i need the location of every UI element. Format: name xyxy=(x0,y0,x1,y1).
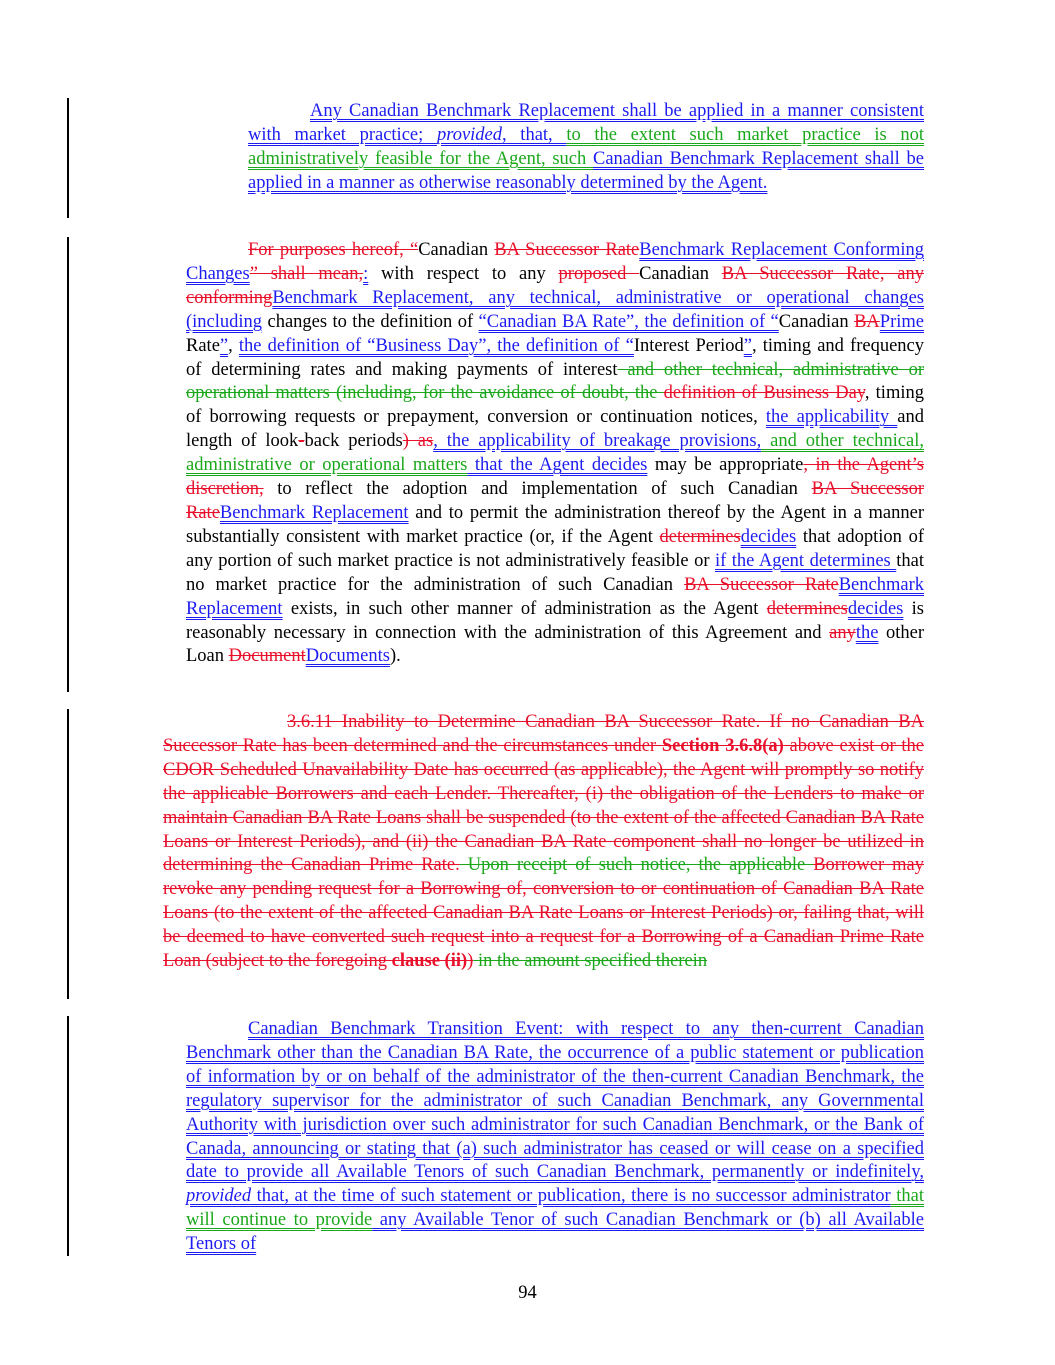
paragraph-transition-event: Canadian Benchmark Transition Event: with respect to any then-current Canadian Benchmark other than the Canadian BA Rate, the occurrence of a public statement or publication of information by or on behalf of the administrator of the then-current Canadian Benchmark, the regulatory supervisor for the administrator of such Canadian Benchmark, any Governmental Authority with jurisdiction over such administrator for such Canadian Benchmark, or the Bank of Canada, announcing or stating that (a) such administrator has ceased or will cease on a specified date to provide all Available Tenors of such Canadian Benchmark, permanently or indefinitely, provided that, at the time of such statement or publication, there is no successor administrator that will continue to provide any Available Tenor of such Canadian Benchmark or (b) all Available Tenors of xyxy=(186,1019,925,1255)
paragraph-conforming-changes: For purposes hereof, “Canadian BA Successor RateBenchmark Replacement Conforming Changes” shall mean,: with respect to any proposed Canadian BA Successor Rate, any conformingBenchmark Replacement, any technical, administrative or operational changes (including changes to the definition of “Canadian BA Rate”, the definition of “Canadian BAPrime Rate”, the definition of “Business Day”, the definition of “Interest Period”, timing and frequency of determining rates and making payments of interest and other technical, administrative or operational matters (including, for the avoidance of doubt, the definition of Business Day, timing of borrowing requests or prepayment, conversion or continuation notices, the applicability and length of look-back periods) as, the applicability of breakage provisions, and other technical, administrative or operational matters that the Agent decides may be appropriate, in the Agent’s discretion, to reflect the adoption and implementation of such Canadian BA Successor RateBenchmark Replacement and to permit the administration thereof by the Agent in a manner substantially consistent with market practice (or, if the Agent determinesdecides that adoption of any portion of such market practice is not administratively feasible or if the Agent determines that no market practice for the administration of such Canadian BA Successor RateBenchmark Replacement exists, in such other manner of administration as the Agent determinesdecides is reasonably necessary in connection with the administration of this Agreement and anythe other Loan DocumentDocuments). xyxy=(186,240,925,667)
paragraph-inability-to-determine: 3.6.11 Inability to Determine Canadian BA Successor Rate. If no Canadian BA Successor Rate has been determined and the circumstances under Section 3.6.8(a) above exist or the CDOR Scheduled Unavailability Date has occurred (as applicable), the Agent will promptly so notify the applicable Borrowers and each Lender. Thereafter, (i) the obligation of the Lenders to make or maintain Canadian BA Rate Loans shall be suspended (to the extent of the affected Canadian BA Rate Loans or Interest Periods), and (ii) the Canadian BA Rate component shall no longer be utilized in determining the Canadian Prime Rate. Upon receipt of such notice, the applicable Borrower may revoke any pending request for a Borrowing of, conversion to or continuation of Canadian BA Rate Loans (to the extent of the affected Canadian BA Rate Loans or Interest Periods) or, failing that, will be deemed to have converted such request into a request for a Borrowing of a Canadian Prime Rate Loan (subject to the foregoing clause (ii)) in the amount specified therein xyxy=(163,712,925,972)
paragraph-benchmark-application: Any Canadian Benchmark Replacement shall be applied in a manner consistent with market practice; provided, that, to the extent such market practice is not administratively feasible for the Agent, such Canadian Benchmark Replacement shall be applied in a manner as otherwise reasonably determined by the Agent. xyxy=(248,101,924,193)
page-number: 94 xyxy=(518,1283,537,1303)
change-bar xyxy=(67,98,69,218)
change-bar xyxy=(67,709,69,999)
change-bar xyxy=(67,237,69,692)
change-bar xyxy=(67,1016,69,1256)
